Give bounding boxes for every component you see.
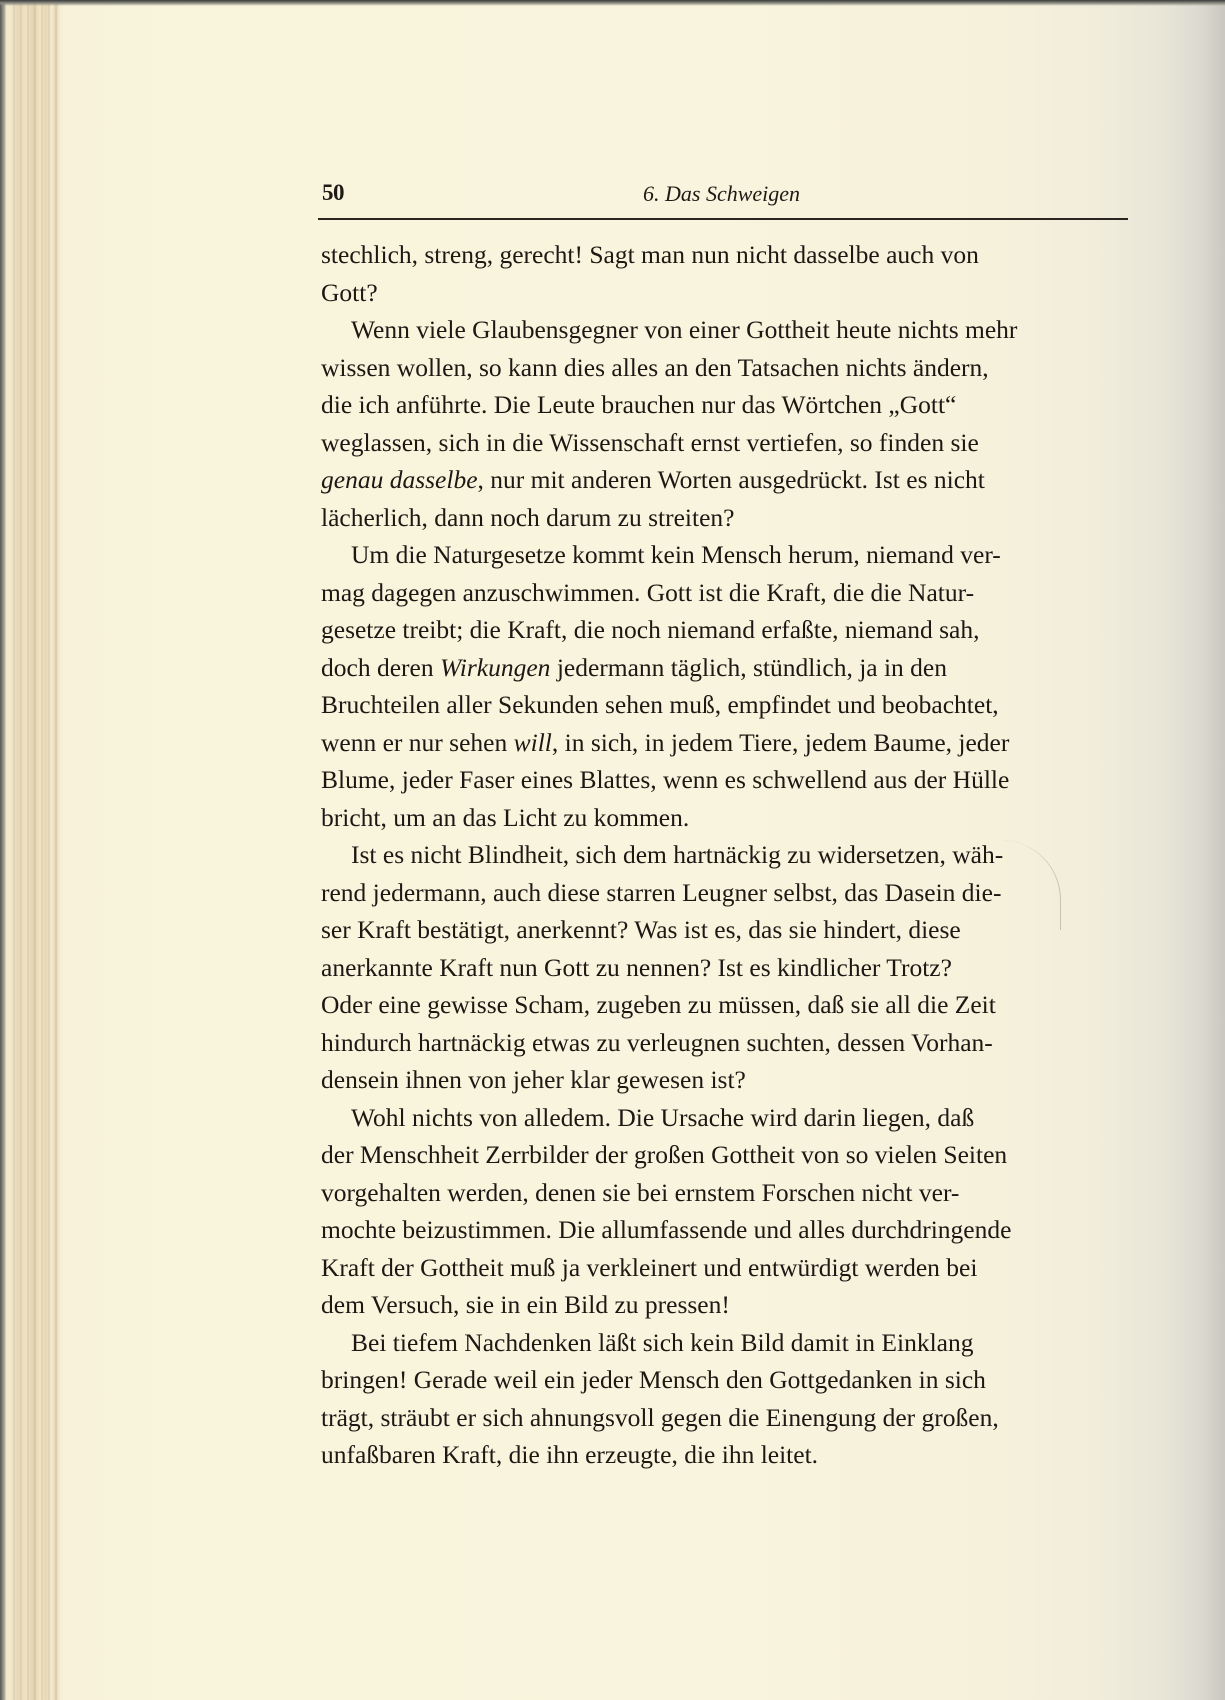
- text-line: [321, 311, 1127, 349]
- text-segment: ser Kraft bestätigt, anerkennt? Was ist es, das sie hindert, diese: [321, 915, 961, 944]
- text-segment: trägt, sträubt er sich ahnungsvoll gegen die Einengung der großen,: [321, 1402, 999, 1432]
- text-segment: bricht, um an das Licht zu kommen.: [321, 802, 690, 832]
- text-line: [321, 761, 1127, 799]
- text-segment: wenn er nur sehen: [321, 727, 514, 757]
- text-segment: Ist es nicht Blindheit, sich dem hartnäckig zu widersetzen, wäh-: [351, 840, 1004, 869]
- text-segment: die ich anführte. Die Leute brauchen nur das Wörtchen „Gott“: [321, 390, 957, 419]
- text-line: [321, 461, 1127, 499]
- text-segment: mochte beizustimmen. Die allumfassende und alles durchdringende: [321, 1215, 1012, 1244]
- text-line: [321, 986, 1127, 1024]
- text-segment: Blume, jeder Faser eines Blattes, wenn es schwellend aus der Hülle: [321, 765, 1010, 794]
- text-segment: anerkannte Kraft nun Gott zu nennen? Ist es kindlicher Trotz?: [321, 952, 952, 982]
- text-segment: vorgehalten werden, denen sie bei ernstem Forschen nicht ver-: [321, 1177, 960, 1207]
- book-page-edges: [8, 0, 60, 1700]
- text-line: [321, 836, 1127, 874]
- text-line: [321, 874, 1127, 912]
- text-line: [321, 1324, 1127, 1362]
- text-segment: gesetze treibt; die Kraft, die noch niemand erfaßte, niemand sah,: [321, 615, 980, 644]
- text-segment: Oder eine gewisse Scham, zugeben zu müssen, daß sie all die Zeit: [321, 990, 996, 1019]
- text-segment: Kraft der Gottheit muß ja verkleinert und entwürdigt werden bei: [321, 1252, 978, 1282]
- text-segment: lächerlich, dann noch darum zu streiten?: [321, 502, 735, 532]
- text-line: [321, 1099, 1127, 1137]
- text-segment: mag dagegen anzuschwimmen. Gott ist die Kraft, die die Natur-: [321, 577, 975, 607]
- text-segment: jedermann täglich, stündlich, ja in den: [550, 652, 947, 682]
- text-line: [321, 949, 1127, 987]
- text-line: [321, 799, 1127, 837]
- text-line: [321, 911, 1127, 949]
- text-segment: der Menschheit Zerrbilder der großen Gottheit von so vielen Seiten: [321, 1140, 1008, 1169]
- text-segment: Bruchteilen aller Sekunden sehen muß, empfindet und beobachtet,: [321, 690, 999, 719]
- text-line: [321, 649, 1127, 687]
- text-segment: Gott?: [321, 277, 378, 307]
- emphasized-text: genau dasselbe: [321, 465, 478, 494]
- text-segment: , nur mit anderen Worten ausgedrückt. Ist es nicht: [477, 465, 985, 494]
- text-line: [321, 1249, 1127, 1287]
- text-line: [321, 1399, 1127, 1437]
- page-number: 50: [322, 180, 344, 205]
- text-line: [321, 1024, 1127, 1062]
- text-line: [321, 686, 1127, 724]
- text-line: [321, 1286, 1127, 1324]
- text-line: [321, 274, 1127, 312]
- text-line: [321, 1136, 1127, 1174]
- body-text: [321, 236, 1127, 1474]
- emphasized-text: will: [513, 727, 552, 757]
- text-line: [321, 349, 1127, 387]
- running-head: [318, 180, 1128, 210]
- scan-left-border: [0, 0, 6, 1700]
- text-segment: hindurch hartnäckig etwas zu verleugnen suchten, dessen Vorhan-: [321, 1027, 993, 1057]
- text-line: [321, 611, 1127, 649]
- text-line: [321, 1361, 1127, 1399]
- text-segment: Wenn viele Glaubensgegner von einer Gottheit heute nichts mehr: [351, 315, 1018, 344]
- chapter-title: 6. Das Schweigen: [643, 181, 801, 206]
- text-segment: rend jedermann, auch diese starren Leugner selbst, das Dasein die-: [321, 877, 1002, 907]
- scan-top-border: [0, 0, 1225, 6]
- text-line: [321, 574, 1127, 612]
- text-line: [321, 536, 1127, 574]
- text-line: [321, 1436, 1127, 1474]
- text-segment: Um die Naturgesetze kommt kein Mensch herum, niemand ver-: [351, 540, 1001, 569]
- text-segment: unfaßbaren Kraft, die ihn erzeugte, die ihn leitet.: [321, 1440, 819, 1469]
- text-line: [321, 499, 1127, 537]
- header-rule: [318, 218, 1128, 220]
- text-segment: stechlich, streng, gerecht! Sagt man nun nicht dasselbe auch von: [321, 240, 979, 269]
- text-segment: , in sich, in jedem Tiere, jedem Baume, jeder: [551, 727, 1010, 757]
- text-line: [321, 724, 1127, 762]
- text-segment: Wohl nichts von alledem. Die Ursache wird darin liegen, daß: [351, 1102, 975, 1132]
- text-line: [321, 1174, 1127, 1212]
- text-segment: Bei tiefem Nachdenken läßt sich kein Bild damit in Einklang: [351, 1327, 974, 1357]
- text-segment: weglassen, sich in die Wissenschaft ernst vertiefen, so finden sie: [321, 427, 979, 457]
- text-segment: bringen! Gerade weil ein jeder Mensch den Gottgedanken in sich: [321, 1365, 986, 1394]
- text-segment: wissen wollen, so kann dies alles an den Tatsachen nichts ändern,: [321, 352, 989, 382]
- text-line: [321, 236, 1127, 274]
- text-segment: densein ihnen von jeher klar gewesen ist?: [321, 1065, 746, 1094]
- emphasized-text: Wirkungen: [439, 652, 551, 682]
- text-line: [321, 1211, 1127, 1249]
- text-segment: dem Versuch, sie in ein Bild zu pressen!: [321, 1290, 730, 1319]
- text-line: [321, 386, 1127, 424]
- text-line: [321, 424, 1127, 462]
- text-line: [321, 1061, 1127, 1099]
- text-segment: doch deren: [321, 652, 440, 682]
